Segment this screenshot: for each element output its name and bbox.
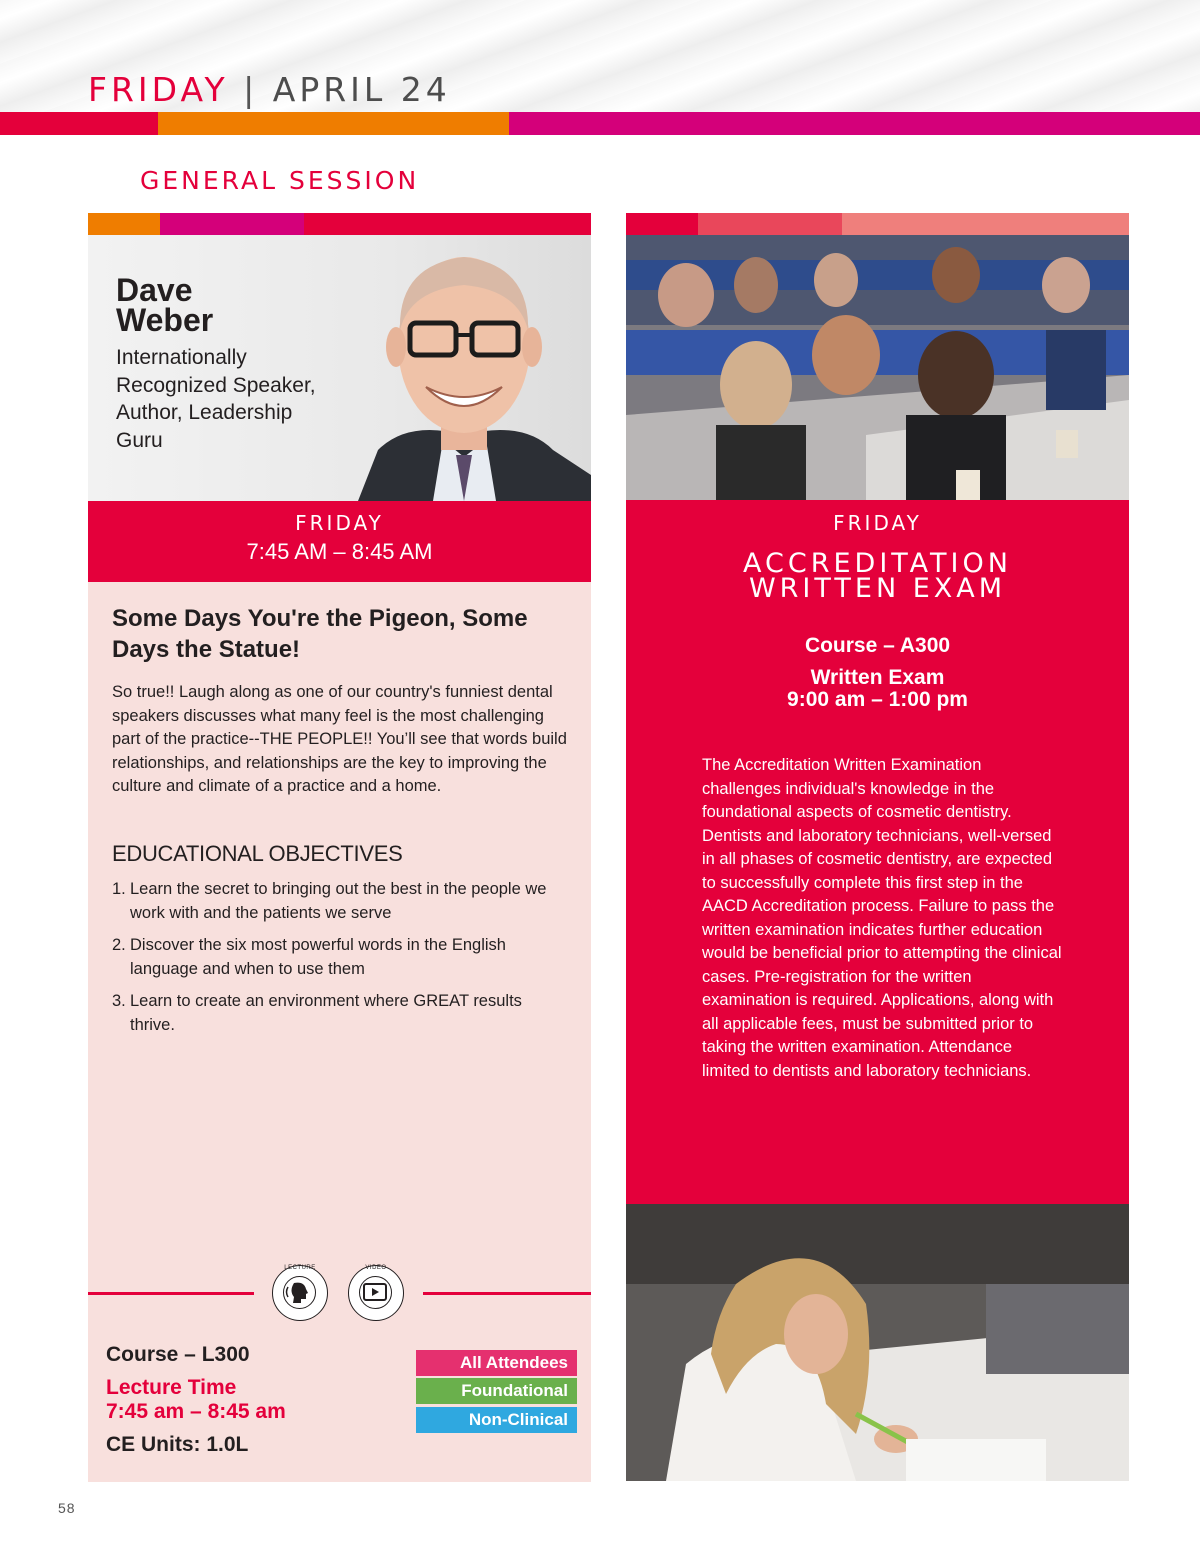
card-stripe-orange [88, 213, 160, 235]
speaker-last-name: Weber [116, 302, 214, 338]
course-code: Course – L300 [106, 1343, 250, 1366]
video-badge-label: VIDEO [365, 1265, 387, 1271]
divider-left [88, 1292, 254, 1295]
objective-text: Discover the six most powerful words in the English language and when to use them [130, 936, 506, 978]
tag-all-attendees: All Attendees [416, 1350, 577, 1376]
lecture-head-icon [283, 1276, 316, 1309]
exam-title-line1: ACCREDITATION [743, 548, 1012, 579]
objective-number: 1. [112, 880, 126, 898]
speaker-header [88, 235, 591, 501]
objective-number: 2. [112, 936, 126, 954]
speaker-portrait [338, 235, 591, 501]
ce-units: CE Units: 1.0L [106, 1433, 249, 1456]
session-time: 7:45 AM – 8:45 AM [246, 539, 433, 564]
speaker-session-card [88, 213, 591, 1482]
exam-day: FRIDAY [833, 511, 922, 535]
lecture-badge [272, 1265, 328, 1321]
objective-item [112, 877, 567, 925]
objectives-heading: EDUCATIONAL OBJECTIVES [112, 841, 403, 866]
exam-title-line2: WRITTEN EXAM [748, 573, 1007, 604]
session-day: FRIDAY [295, 511, 384, 535]
objective-text: Learn the secret to bringing out the best in the people we work with and the patients we serve [130, 880, 547, 922]
exam-course-code: Course – A300 [804, 634, 951, 657]
objective-number: 3. [112, 992, 126, 1010]
card-stripe-salmon [842, 213, 1129, 235]
session-title: Some Days You're the Pigeon, Some Days the Statue! [112, 605, 528, 663]
header-date: APRIL 24 [272, 70, 451, 109]
lecture-time-label: Lecture Time [106, 1376, 237, 1399]
card-stripe-red [304, 213, 591, 235]
section-title: GENERAL SESSION [140, 166, 420, 195]
card-stripe-magenta [160, 213, 304, 235]
tag-non-clinical: Non-Clinical [416, 1407, 577, 1433]
lecture-badge-label: LECTURE [284, 1265, 316, 1271]
session-time-band [88, 501, 591, 582]
objective-item [112, 989, 567, 1037]
exam-time: 9:00 am – 1:00 pm [787, 688, 968, 711]
card-stripe-coral [698, 213, 842, 235]
card-stripe-red [626, 213, 698, 235]
header-separator: | [243, 70, 259, 109]
speaker-first-name: Dave [116, 272, 193, 308]
exam-title [626, 548, 1129, 604]
speaker-name [116, 272, 214, 338]
exam-candidate-photo [626, 1204, 1129, 1481]
objective-item [112, 933, 567, 981]
header-stripe-orange [158, 112, 509, 135]
exam-card [626, 213, 1129, 1481]
tag-foundational: Foundational [416, 1378, 577, 1404]
page-header-title [88, 70, 451, 109]
video-play-icon [359, 1276, 392, 1309]
objectives-list [112, 877, 567, 1045]
objective-text: Learn to create an environment where GREAT results thrive. [130, 992, 522, 1034]
divider-right [423, 1292, 591, 1295]
page-number: 58 [58, 1500, 76, 1516]
session-description: So true!! Laugh along as one of our country's funniest dental speakers discusses what many feel is the most challenging part of the practice--THE PEOPLE!! You’ll see that words build relationships, and relationships are the key to improving the culture and climate of a practice and a home. [112, 683, 567, 795]
header-stripe-red [0, 112, 158, 135]
video-badge [348, 1265, 404, 1321]
header-stripe-magenta [509, 112, 1200, 135]
exam-room-photo [626, 235, 1129, 500]
lecture-time-value: 7:45 am – 8:45 am [106, 1400, 286, 1423]
exam-description: The Accreditation Written Examination challenges individual's knowledge in the foundational aspects of cosmetic dentistry. Dentists and laboratory technicians, well-versed in all phases of cosmetic dentistry, are expected to successfully complete this first step in the AACD Accreditation process. Failure to pass the written examination indicates further education would be beneficial prior to attempting the clinical cases. Pre-registration for the written examination is required. Applications, along with all applicable fees, must be submitted prior to taking the written examination. Attendance limited to dentists and laboratory technicians. [702, 756, 1062, 1080]
header-day: FRIDAY [88, 70, 229, 109]
exam-type: Written Exam [810, 666, 945, 689]
speaker-role: Internationally Recognized Speaker, Author, Leadership Guru [116, 346, 316, 452]
